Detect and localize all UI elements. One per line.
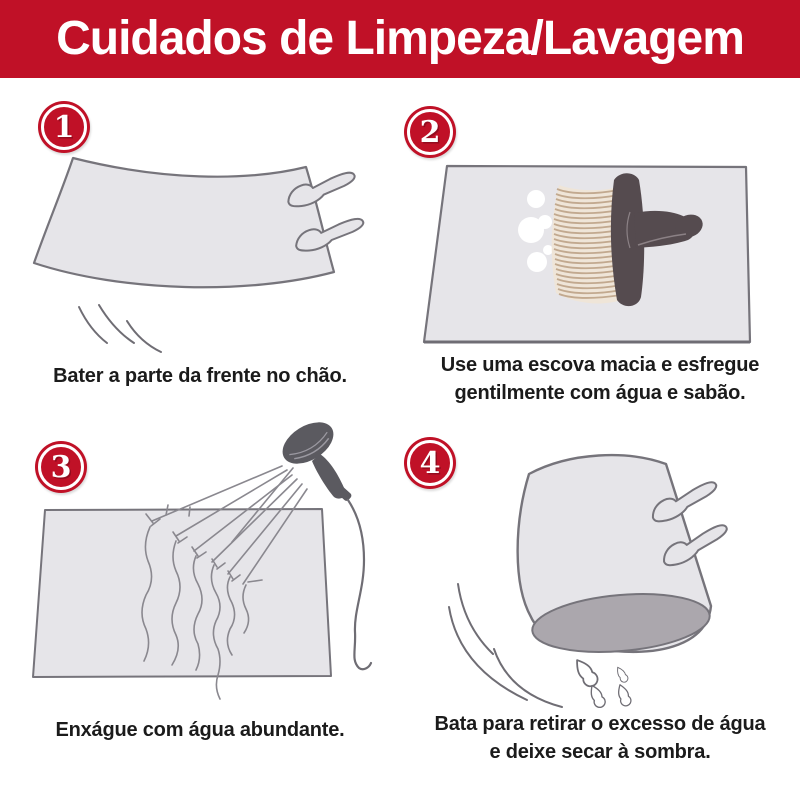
step-3-caption	[0, 716, 400, 744]
step-2-number: 2	[419, 114, 441, 150]
step-4-number: 4	[419, 445, 441, 481]
step-1-badge	[38, 101, 90, 153]
brush-scrubbing-illustration	[400, 78, 800, 358]
caption-line: e deixe secar à sombra.	[489, 741, 711, 763]
step-2-badge	[404, 106, 456, 158]
step-1-number: 1	[53, 109, 75, 145]
caption-line: Bata para retirar o excesso de água	[434, 713, 766, 735]
mat-drip-dry-illustration	[400, 415, 800, 710]
caption-line: Bater a parte da frente no chão.	[53, 365, 347, 387]
step-4-caption	[400, 710, 800, 766]
step-1-caption	[0, 362, 400, 390]
mat-shape	[34, 158, 334, 287]
caption-line: Enxágue com água abundante.	[55, 719, 345, 741]
caption-line: Use uma escova macia e esfregue	[440, 354, 760, 376]
step-3-number: 3	[50, 449, 72, 485]
page-title: Cuidados de Limpeza/Lavagem	[56, 12, 744, 65]
step-4-badge	[404, 437, 456, 489]
water-drops-icon	[571, 656, 632, 709]
motion-lines	[79, 305, 161, 352]
shower-hose	[348, 500, 371, 669]
brush-bristles	[552, 185, 621, 304]
mat-shape	[33, 509, 331, 677]
step-3-badge	[35, 441, 87, 493]
step-2-caption	[400, 351, 800, 407]
caption-line: gentilmente com água e sabão.	[454, 382, 746, 404]
header-banner	[0, 0, 800, 78]
